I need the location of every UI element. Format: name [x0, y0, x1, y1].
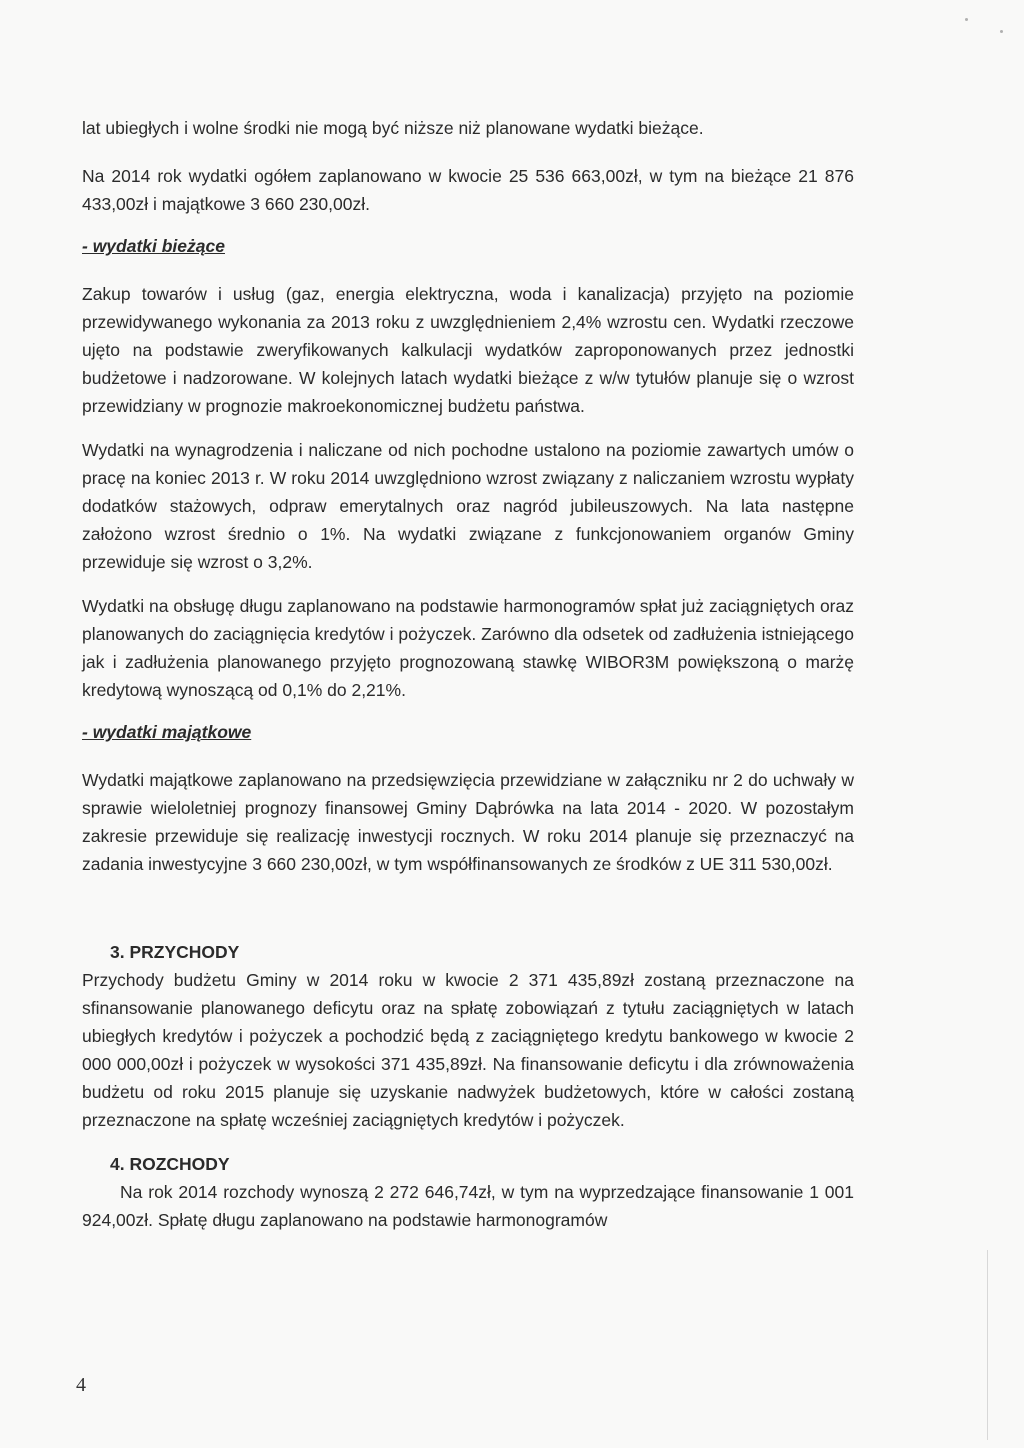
paragraph-debt-service: Wydatki na obsługę długu zaplanowano na podstawie harmonogramów spłat już zaciągniętych oraz planowanych do zaciągnięcia kredytów i pożyczek. Zarówno dla odsetek od zadłużenia istniejącego jak i zadłużenia planowanego przyjęto prognozowaną stawkę WIBOR3M powiększoną o marżę kredytową wynoszącą od 0,1% do 2,21%.	[82, 596, 854, 700]
heading-revenues: 3. PRZYCHODY	[110, 942, 240, 962]
document-body	[82, 114, 854, 1234]
scan-edge-line	[987, 1250, 988, 1440]
paragraph-revenues: Przychody budżetu Gminy w 2014 roku w kwocie 2 371 435,89zł zostaną przeznaczone na sfinansowanie planowanego deficytu oraz na spłatę zobowiązań z tytułu zaciągniętych w latach ubiegłych kredytów i pożyczek a pochodzić będą z zaciągniętego kredytu bankowego w kwocie 2 000 000,00zł i pożyczek w wysokości 371 435,89zł. Na finansowanie deficytu i dla zrównoważenia budżetu od roku 2015 planuje się uzyskanie nadwyżek budżetowych, które w całości zostaną przeznaczone na spłatę wcześniej zaciągniętych kredytów i pożyczek.	[82, 970, 854, 1130]
paragraph-purchases: Zakup towarów i usług (gaz, energia elektryczna, woda i kanalizacja) przyjęto na poziomie przewidywanego wykonania za 2013 roku z uwzględnieniem 2,4% wzrostu cen. Wydatki rzeczowe ujęto na podstawie zweryfikowanych kalkulacji wydatków zaproponowanych przez jednostki budżetowe i nadzorowane. W kolejnych latach wydatki bieżące z w/w tytułów planuje się o wzrost przewidziany w prognozie makroekonomicznej budżetu państwa.	[82, 284, 854, 416]
paragraph-capital-expenses: Wydatki majątkowe zaplanowano na przedsięwzięcia przewidziane w załączniku nr 2 do uchwały w sprawie wieloletniej prognozy finansowej Gminy Dąbrówka na lata 2014 - 2020. W pozostałym zakresie przewiduje się realizację inwestycji rocznych. W roku 2014 planuje się przeznaczyć na zadania inwestycyjne 3 660 230,00zł, w tym współfinansowanych ze środków z UE 311 530,00zł.	[82, 770, 854, 874]
scan-speck	[1000, 30, 1003, 33]
paragraph-total-expenses: Na 2014 rok wydatki ogółem zaplanowano w kwocie 25 536 663,00zł, w tym na bieżące 21 876 433,00zł i majątkowe 3 660 230,00zł.	[82, 166, 854, 214]
paragraph-expenditures: Na rok 2014 rozchody wynoszą 2 272 646,74zł, w tym na wyprzedzające finansowanie 1 001 924,00zł. Spłatę długu zaplanowano na podstawie harmonogramów	[82, 1182, 854, 1230]
heading-current-expenses: - wydatki bieżące	[82, 236, 225, 256]
page-number: 4	[76, 1374, 86, 1396]
paragraph-salaries: Wydatki na wynagrodzenia i naliczane od nich pochodne ustalono na poziomie zawartych umów o pracę na koniec 2013 r. W roku 2014 uwzględniono wzrost związany z naliczaniem wzrostu wypłaty dodatków stażowych, odpraw emerytalnych oraz nagród jubileuszowych. Na lata następne założono wzrost średnio o 1%. Na wydatki związane z funkcjonowaniem organów Gminy przewiduje się wzrost o 3,2%.	[82, 440, 854, 572]
scan-speck	[965, 18, 968, 21]
heading-expenditures: 4. ROZCHODY	[110, 1154, 230, 1174]
heading-capital-expenses: - wydatki majątkowe	[82, 722, 252, 742]
paragraph-intro: lat ubiegłych i wolne środki nie mogą być niższe niż planowane wydatki bieżące.	[82, 118, 704, 138]
